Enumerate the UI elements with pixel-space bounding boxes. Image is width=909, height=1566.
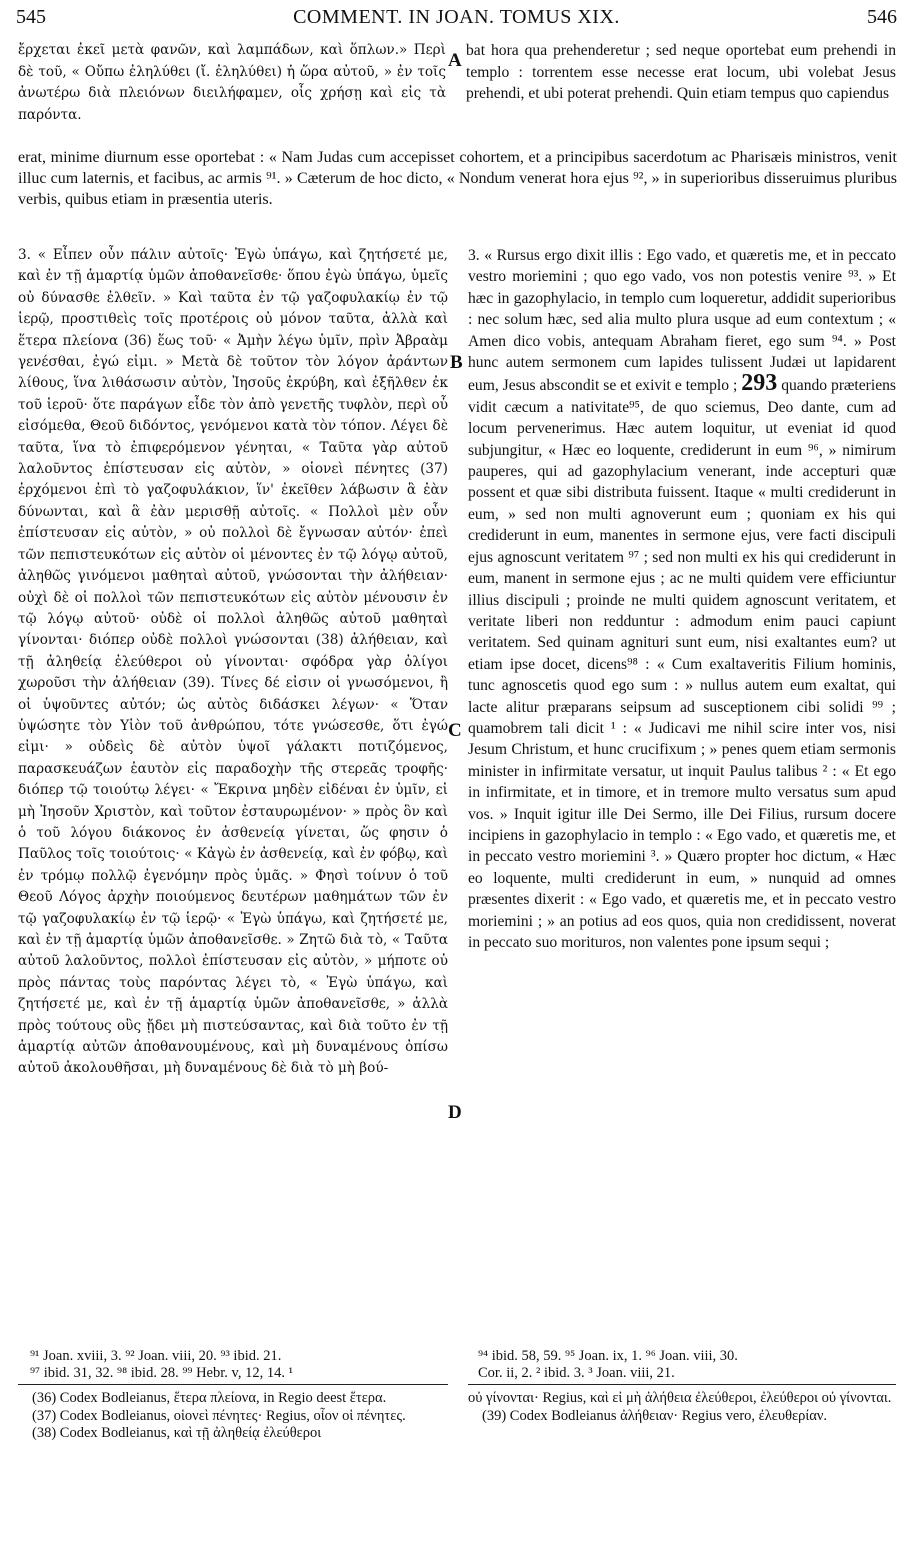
latin-column (468, 245, 896, 953)
ref-line: ⁹⁴ ibid. 58, 59. ⁹⁵ Joan. ix, 1. ⁹⁶ Joan. viii, 30. (478, 1348, 738, 1364)
footnote-rule-right (468, 1384, 896, 1385)
margin-letter-c: C (448, 720, 462, 741)
margin-letter-d: D (448, 1102, 462, 1123)
ref-line: Cor. ii, 2. ² ibid. 3. ³ Joan. viii, 21. (478, 1365, 675, 1381)
note-39: (39) Codex Bodleianus ἀλήθειαν· Regius vero, ἐλευθερίαν. (482, 1407, 828, 1424)
margin-letter-a: A (448, 50, 462, 71)
footnote-rule-left (18, 1384, 448, 1385)
note-37: (37) Codex Bodleianus, οἱονεὶ πένητες· Regius, οἷον οἱ πένητες. (32, 1407, 406, 1424)
note-38-cont: οὐ γίνονται· Regius, καὶ εἰ μὴ ἀλήθεια ἐλεύθεροι, ἐλεύθεροι οὐ γίνονται. (468, 1390, 892, 1406)
greek-top-paragraph: ἔρχεται ἐκεῖ μετὰ φανῶν, καὶ λαμπάδων, καὶ ὅπλων.» Περὶ δὲ τοῦ, « Οὔπω ἐληλύθει (ἴ. ἐληλύθει) ἡ ὥρα αὐτοῦ, » ἐν τοῖς ἀνωτέρω διὰ πλειόνων διειλήφαμεν, οἷς χρήσῃ καὶ εἰς τὰ παρόντα. (18, 42, 446, 123)
note-38: (38) Codex Bodleianus, καὶ τῇ ἀληθείᾳ ἐλεύθεροι (32, 1425, 322, 1441)
latin-text-after-marker: quando præteriens vidit cæcum a nativitate⁹⁵, de quo sciemus, Deo dante, cum ad locum pervenerimus. Hæc autem loquitur, ut eveniat id quod subjungitur, « Hæc eo loquente, crediderunt in eum ⁹⁶, » nimirum pauperes, qui ad gazophylacium venerant, inde accepturi quæ possent et quæ sibi distributa fuissent. Itaque « multi crediderunt in eum, » sed non multi agnoverunt eum ; quoniam ex his qui crediderunt in eum, manentes in sermone ejus, vere facti discipuli ejus agnoscunt veritatem ⁹⁷ ; sed non multi ex his qui crediderunt in eum, manent in sermone ejus ; ac ne multi quidem vere efficiuntur illius discipuli ; proinde ne multi quidem agnoscunt veritatem, et veritate liberi non redduntur : admodum enim pauci capiunt veritatem. Sed quinam agnituri sunt eum, nisi exaltantes eum? ut etiam ipse docet, dicens⁹⁸ : « Cum exaltaveritis Filium hominis, tunc agnoscetis quod ego sum : » nullus autem eum exaltat, qui lacte alitur præparans seipsum ad susceptionem cibi solidi ⁹⁹ ; quamobrem tali dicit ¹ : « Judicavi me nihil scire inter vos, nisi Jesum Christum, et hunc crucifixum ; » penes quem etiam sermonis minister in infirmitate versatur, ut inquit Paulus talibus ² : « Et ego in infirmitate, et in timore, et in tremore multo versatus sum apud vos. » Inquit igitur ille Dei Sermo, ille Dei Filius, rursum docere incipiens in gazophylacio in templo : « Ego vado, et quæretis me, et in peccato vestro moriemini ³. » Quæro propter hoc dictum, « Hæc eo loquente, multi crediderunt in eum, » nunquid ad omnes præsentes dixerit : « Ego vado, et quæretis me, et in peccato vestro moriemini ; » an potius ad eos quos, quia non credidissent, noverat in peccato suo morituros, non valentes pone ipsum sequi ; (468, 377, 896, 951)
latin-top-paragraph: bat hora qua prehenderetur ; sed neque oportebat eum prehendi in templo : torrentem esse necesse erat locum, ubi volebat Jesus prehendi, et ubi poterat prehendi. Quin etiam tempus quo capiendus (466, 42, 896, 102)
latin-paragraph-3 (468, 245, 896, 953)
critical-notes-left (18, 1390, 448, 1443)
greek-column (18, 245, 448, 1080)
margin-letter-b: B (450, 352, 463, 373)
latin-text-before-marker: 3. « Rursus ergo dixit illis : Ego vado, et quæretis me, et in peccato vestro moriemini ; quo ego vado, vos non potestis venire ⁹³. » Et hæc in gazophylacio, in templo cum loqueretur, addidit superioribus : nec solum hæc, sed alia multo plura usque ad eum contextum ; « Amen dico vobis, antequam Abraham fieret, ego sum ⁹⁴. » Post hunc autem sermonem cum lapides tulissent Judæi ut lapidarent eum, Jesus abscondit se et exivit e templo ; (468, 247, 896, 395)
running-title: COMMENT. IN JOAN. TOMUS XIX. (293, 6, 620, 28)
note-36: (36) Codex Bodleianus, ἕτερα πλείονα, in Regio deest ἕτερα. (32, 1390, 387, 1406)
left-page-number: 545 (16, 6, 46, 28)
greek-paragraph-3: 3. « Εἶπεν οὖν πάλιν αὐτοῖς· Ἐγὼ ὑπάγω, καὶ ζητήσετέ με, καὶ ἐν τῇ ἁμαρτίᾳ ὑμῶν ἀποθανεῖσθε· ὅπου ἐγὼ ὑπάγω, ὑμεῖς οὐ δύνασθε ἐλθεῖν. » Καὶ ταῦτα ἐν τῷ γαζοφυλακίῳ ἐν τῷ ἱερῷ, προστιθεὶς τοῖς προτέροις οὐ μόνον ταῦτα, ἀλλὰ καὶ ἕτερα πλείονα (36) ἕως τοῦ· « Ἀμὴν λέγω ὑμῖν, πρὶν Ἀβραὰμ γενέσθαι, ἐγώ εἰμι. » Μετὰ δὲ τοῦτον τὸν λόγον ἀράντων λίθους, ἵνα λιθάσωσιν αὐτὸν, Ἰησοῦς ἐκρύβη, καὶ ἐξῆλθεν ἐκ τοῦ ἱεροῦ· ὅτε παράγων εἶδε τὸν ἀπὸ γενετῆς τυφλὸν, περὶ οὗ εἰσόμεθα, Θεοῦ διδόντος, γενόμενοι κατὰ τὸν τόπον. Λέγει δὲ ταῦτα, ἵνα τὸ ἐπιφερόμενον γένηται, « Ταῦτα γὰρ αὐτοῦ λαλοῦντος ἐπίστευσαν εἰς αὐτὸν, » οἱονεὶ πένητες (37) ἐρχόμενοι ἐπὶ τὸ γαζοφυλάκιον, ἵν' ἐκεῖθεν λάβωσιν ἃ ἐὰν δύνωνται, καὶ ἃ ἐὰν μερισθῇ αὐτοῖς. « Πολλοὶ μὲν οὖν ἐπίστευσαν εἰς αὐτὸν, » οὐ πολλοὶ δὲ ἔγνωσαν αὐτόν· ἐπεὶ τῶν πεπιστευκότων εἰς αὐτὸν οἱ μένοντες ἐν τῷ λόγῳ αὐτοῦ, ἀληθῶς γινόμενοι μαθηταὶ αὐτοῦ, γνώσονται τὴν ἀλήθειαν· οὐχὶ δὲ οἱ πολλοὶ τῶν πεπιστευκότων εἰς αὐτὸν μένουσιν ἐν τῷ λόγῳ αὐτοῦ· οὐδὲ οἱ πολλοὶ ἀληθῶς αὐτοῦ μαθηταὶ γίνονται· διόπερ οὐδὲ πολλοὶ γνώσονται (38) ἀλήθειαν, καὶ τῇ ἀληθείᾳ ἐλεύθεροι οὐ γίνονται· σφόδρα γὰρ ὀλίγοι χωροῦσι τὴν ἀλήθειαν (39). Τίνες δέ εἰσιν οἱ γνωσόμενοι, ἢ οἱ ὑψοῦντες αὐτόν; ὡς αὐτὸς διδάσκει λέγων· « Ὅταν ὑψώσητε τὸν Υἱὸν τοῦ ἀνθρώπου, τότε γνώσεσθε, ὅτι ἐγώ εἰμι· » οὐδεὶς δὲ αὐτὸν ὑψοῖ γάλακτι ποτιζόμενος, παρασκευάζων ἑαυτὸν εἰς παραδοχὴν τῆς στερεᾶς τροφῆς· διόπερ τῷ τοιούτῳ λέγει· « Ἔκρινα μηδὲν εἰδέναι ἐν ὑμῖν, εἰ μὴ Ἰησοῦν Χριστὸν, καὶ τοῦτον ἐσταυρωμένον· » πρὸς ὃν καὶ ὁ τοῦ λόγου διάκονος ἐν ἀσθενείᾳ γίνεται, ὥς φησιν ὁ Παῦλος τοῖς τοιούτοις· « Κἀγὼ ἐν ἀσθενείᾳ, καὶ ἐν φόβῳ, καὶ ἐν τρόμῳ πολλῷ ἐγενόμην πρὸς ὑμᾶς. » Φησὶ τοίνυν ὁ τοῦ Θεοῦ Λόγος ἀρχὴν ποιούμενος δευτέρων μαθημάτων τῶν ἐν τῷ γαζοφυλακίῳ ἐν τῷ ἱερῷ· « Ἐγὼ ὑπάγω, καὶ ζητήσετέ με, καὶ ἐν τῇ ἁμαρτίᾳ ὑμῶν ἀποθανεῖσθε. » Ζητῶ διὰ τὸ, « Ταῦτα αὐτοῦ λαλοῦντος, πολλοὶ ἐπίστευσαν εἰς αὐτὸν, » μήποτε οὐ πρὸς πάντας τοὺς παρόντας λέγει τὸ, « Ἐγὼ ὑπάγω, καὶ ζητήσετέ με, καὶ ἐν τῇ ἁμαρτίᾳ ὑμῶν ἀποθανεῖσθε, » ἀλλὰ πρὸς τούτους οὓς ᾔδει μὴ πιστεύσαντας, καὶ διὰ τοῦτο ἐν τῇ ἁμαρτίᾳ αὐτῶν ἀποθανουμένους, καὶ μὴ δυναμένους ὀπίσω αὐτοῦ ἀκολουθῆσαι, μὴ δυναμένους δὲ διὰ τὸ μὴ βού- (18, 247, 448, 1077)
ref-line: ⁹¹ Joan. xviii, 3. ⁹² Joan. viii, 20. ⁹³ ibid. 21. (30, 1348, 282, 1364)
scripture-refs-left (30, 1348, 470, 1382)
scripture-refs-right (478, 1348, 898, 1382)
page-marker: 293 (741, 370, 778, 397)
ref-line: ⁹⁷ ibid. 31, 32. ⁹⁸ ibid. 28. ⁹⁹ Hebr. v, 12, 14. ¹ (30, 1365, 293, 1381)
running-header (16, 6, 897, 32)
critical-notes-right (468, 1390, 896, 1425)
right-page-number: 546 (867, 6, 897, 28)
full-width-paragraph: erat, minime diurnum esse oportebat : « Nam Judas cum accepisset cohortem, et a principibus sacerdotum ac Pharisæis ministros, venit illuc cum laternis, et facibus, ac armis ⁹¹. » Cæterum de hoc dicto, « Nondum venerat hora ejus ⁹², » in superioribus disseruimus pluribus verbis, quibus etiam in præsentia uteris. (18, 149, 897, 208)
